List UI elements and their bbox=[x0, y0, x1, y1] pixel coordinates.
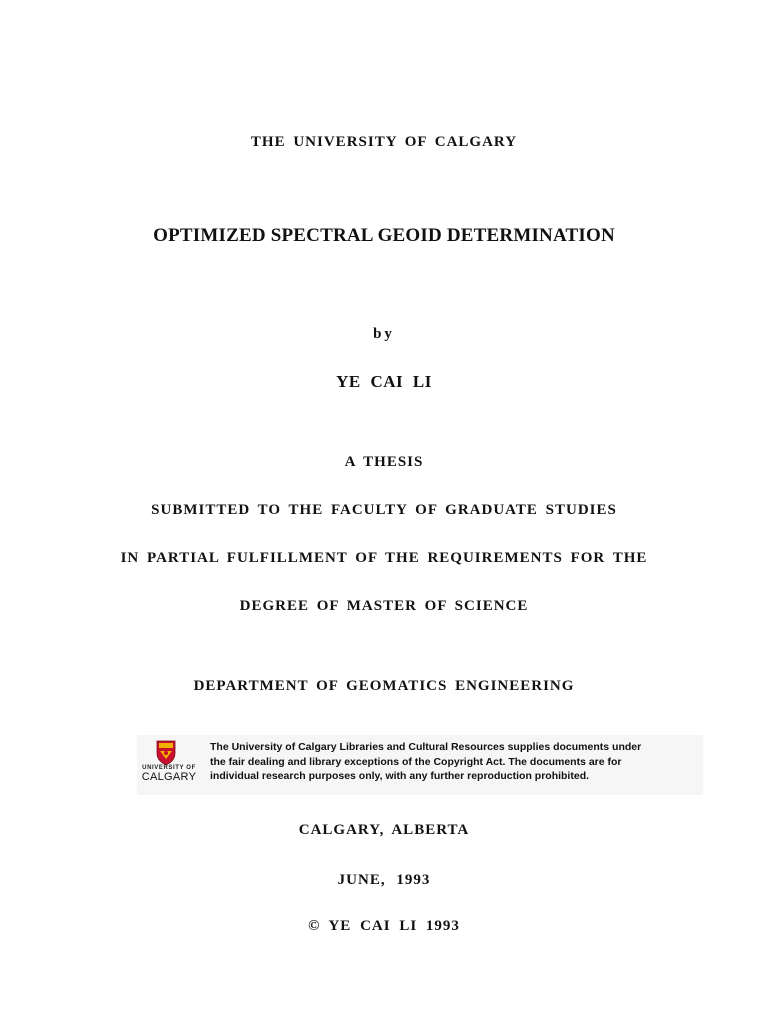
university-name: THE UNIVERSITY OF CALGARY bbox=[250, 134, 518, 150]
submission-line-2: IN PARTIAL FULFILLMENT OF THE REQUIREMENTS FOR THE bbox=[120, 550, 648, 566]
logo-calgary-text: CALGARY bbox=[141, 771, 197, 783]
notice-line-3: individual research purposes only, with any further reproduction prohibited. bbox=[210, 770, 590, 782]
thesis-label: A THESIS bbox=[344, 454, 424, 470]
author-name: YE CAI LI bbox=[336, 372, 432, 391]
by-label: by bbox=[373, 326, 395, 342]
department-name: DEPARTMENT OF GEOMATICS ENGINEERING bbox=[193, 678, 575, 694]
copyright-line: © YE CAI LI 1993 bbox=[308, 918, 460, 934]
crest-icon bbox=[156, 740, 176, 766]
notice-text bbox=[210, 740, 700, 784]
submission-date: JUNE, 1993 bbox=[337, 872, 431, 888]
submission-line-3: DEGREE OF MASTER OF SCIENCE bbox=[239, 598, 529, 614]
notice-line-2: the fair dealing and library exceptions of the Copyright Act. The documents are for bbox=[210, 755, 622, 768]
university-logo bbox=[137, 735, 201, 795]
copyright-notice-banner bbox=[137, 735, 703, 795]
notice-line-1: The University of Calgary Libraries and Cultural Resources supplies documents under bbox=[210, 741, 642, 753]
location: CALGARY, ALBERTA bbox=[298, 822, 470, 838]
submission-line-1: SUBMITTED TO THE FACULTY OF GRADUATE STUDIES bbox=[151, 502, 617, 518]
logo-university-text: UNIVERSITY OF bbox=[142, 765, 196, 771]
thesis-title: OPTIMIZED SPECTRAL GEOID DETERMINATION bbox=[153, 225, 615, 246]
